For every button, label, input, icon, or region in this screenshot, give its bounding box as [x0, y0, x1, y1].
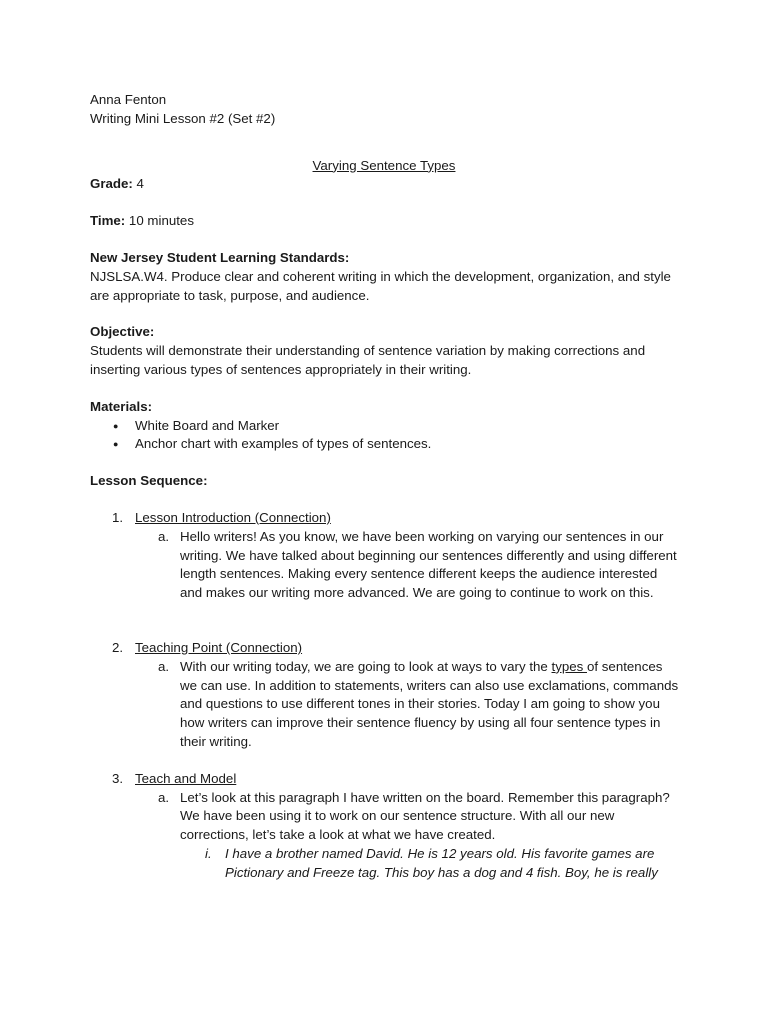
sub-marker: a. — [158, 528, 170, 544]
objective-section — [90, 323, 680, 379]
step-3 — [90, 770, 680, 789]
time-value: 10 minutes — [125, 213, 194, 229]
standards-text: NJSLSA.W4. Produce clear and coherent writing in which the development, organization, and style are appropriate to task, purpose, and audience. — [90, 268, 671, 303]
lesson-label: Writing Mini Lesson #2 (Set #2) — [90, 110, 276, 126]
objective-label: Objective: — [90, 324, 155, 340]
subsub-marker: i. — [205, 845, 212, 861]
step-3-sub-a — [90, 789, 680, 845]
materials-list — [90, 417, 680, 455]
materials-section — [90, 398, 680, 454]
sub-text: Hello writers! As you know, we have been working on varying our sentences in our writing. We have talked about beginning our sentences differently and using different length sentences. Making every sentence different keeps the audience interested and makes our writing more advanced. We are going to continue to work on this. — [180, 528, 677, 601]
document-content — [90, 91, 680, 883]
step-2 — [90, 639, 680, 658]
grade-value: 4 — [132, 176, 144, 192]
step-3-sub-i — [90, 845, 680, 883]
objective-text: Students will demonstrate their understanding of sentence variation by making corrections and inserting various types of sentences appropriately in their writing. — [90, 343, 646, 377]
sub-text: Let’s look at this paragraph I have written on the board. Remember this paragraph? We have been using it to work on our sentence structure. With all our new corrections, let’s take a look at what we have created. — [180, 789, 670, 843]
subsub-text: I have a brother named David. He is 12 years old. His favorite games are Pictionary and Freeze tag. This boy has a dog and 4 fish. Boy, he is really — [225, 845, 658, 880]
sub-text-before: With our writing today, we are going to look at ways to vary the — [180, 658, 552, 674]
sub-text-underlined: types — [551, 658, 587, 674]
time-line — [90, 212, 680, 231]
step-1-sub-a — [90, 528, 680, 603]
materials-label: Materials: — [90, 398, 153, 414]
list-item: ● White Board and Marker — [90, 417, 680, 436]
step-heading: Teaching Point (Connection) — [135, 639, 303, 655]
sub-marker: a. — [158, 789, 170, 805]
step-heading: Teach and Model — [135, 770, 237, 786]
sub-text-after: of sentences we can use. In addition to statements, writers can also use exclamations, commands and questions to use different tones in their stories. Today I am going to show you how writers can improve their sentence fluency by using all four sentence types in their writing. — [180, 658, 679, 749]
sequence-label: Lesson Sequence: — [90, 473, 208, 489]
author-name: Anna Fenton — [90, 92, 167, 107]
standards-section — [90, 249, 680, 305]
step-heading: Lesson Introduction (Connection) — [135, 509, 331, 525]
list-item: ● Anchor chart with examples of types of sentences. — [90, 435, 680, 454]
sub-marker: a. — [158, 658, 170, 674]
step-number: 2. — [112, 639, 124, 655]
step-1 — [90, 509, 680, 528]
standards-label: New Jersey Student Learning Standards: — [90, 249, 350, 265]
step-2-sub-a — [90, 658, 680, 752]
time-label: Time: — [90, 213, 126, 229]
sequence-section — [90, 472, 680, 882]
grade-line — [90, 175, 680, 194]
grade-label: Grade: — [90, 176, 133, 192]
step-number: 1. — [112, 509, 124, 525]
page-title: Varying Sentence Types — [312, 157, 456, 173]
step-number: 3. — [112, 770, 124, 786]
